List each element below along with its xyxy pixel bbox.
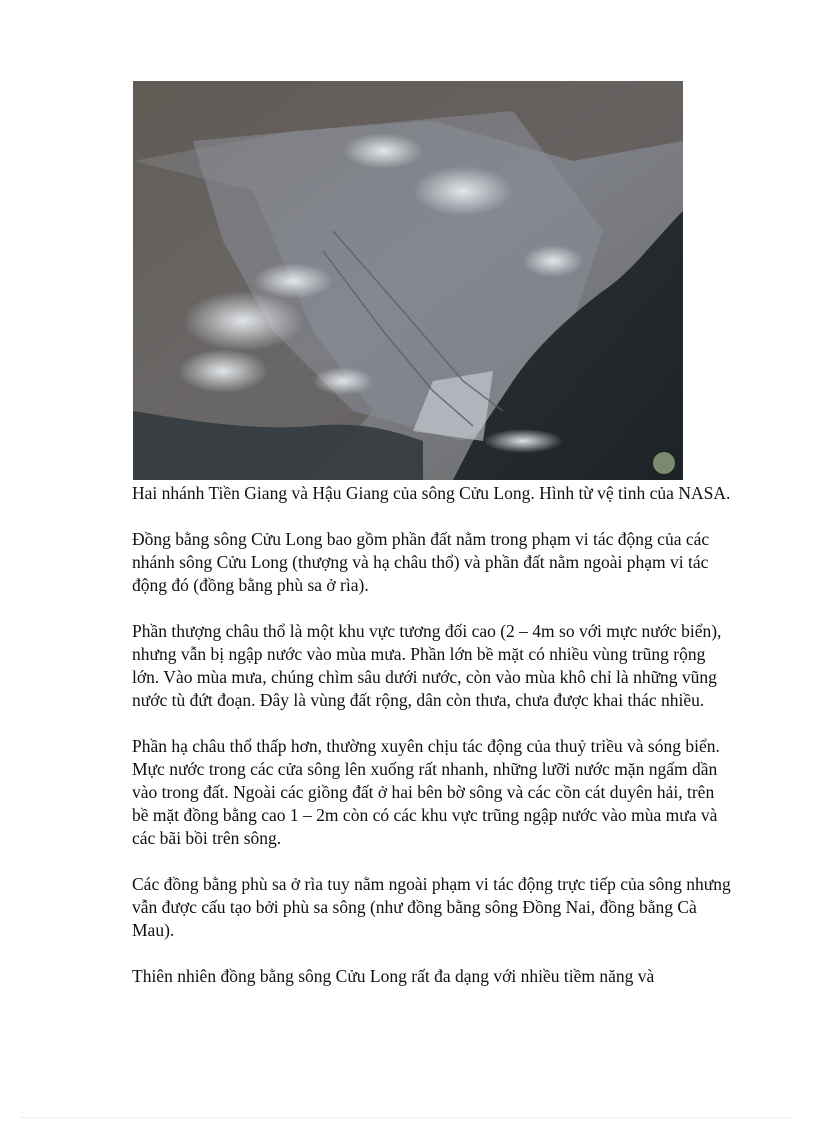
- paragraph: Phần hạ châu thổ thấp hơn, thường xuyên chịu tác động của thuỷ triều và sóng biển. Mực nước trong các cửa sông lên xuống rất nhanh, những lưỡi nước mặn ngấm dần vào trong đất. Ngoài các giồng đất ở hai bên bờ sông và các cồn cát duyên hải, trên bề mặt đồng bằng cao 1 – 2m còn có các khu vực trũng ngập nước vào mùa mưa và các bãi bồi trên sông.: [132, 736, 720, 848]
- watermark-logo: [653, 452, 675, 474]
- page-bottom-rule: [20, 1117, 796, 1118]
- satellite-image: [133, 81, 683, 480]
- paragraph: Đồng bằng sông Cửu Long bao gồm phần đất nằm trong phạm vi tác động của các nhánh sông Cửu Long (thượng và hạ châu thổ) và phần đất nằm ngoài phạm vi tác động đó (đồng bằng phù sa ở rìa).: [132, 529, 710, 595]
- paragraph: Thiên nhiên đồng bằng sông Cửu Long rất đa dạng với nhiều tiềm năng và: [132, 966, 655, 986]
- figure-caption: Hai nhánh Tiền Giang và Hậu Giang của sông Cửu Long. Hình từ vệ tinh của NASA.: [132, 483, 731, 503]
- paragraph: Phần thượng châu thổ là một khu vực tương đối cao (2 – 4m so với mực nước biển), nhưng vẫn bị ngập nước vào mùa mưa. Phần lớn bề mặt có nhiều vùng trũng rộng lớn. Vào mùa mưa, chúng chìm sâu dưới nước, còn vào mùa khô chỉ là những vũng nước tù đứt đoạn. Đây là vùng đất rộng, dân còn thưa, chưa được khai thác nhiều.: [132, 621, 722, 710]
- paragraph: Các đồng bằng phù sa ở rìa tuy nằm ngoài phạm vi tác động trực tiếp của sông nhưng vẫn được cấu tạo bởi phù sa sông (như đồng bằng sông Đồng Nai, đồng bằng Cà Mau).: [132, 874, 731, 940]
- body-text: [132, 482, 732, 1011]
